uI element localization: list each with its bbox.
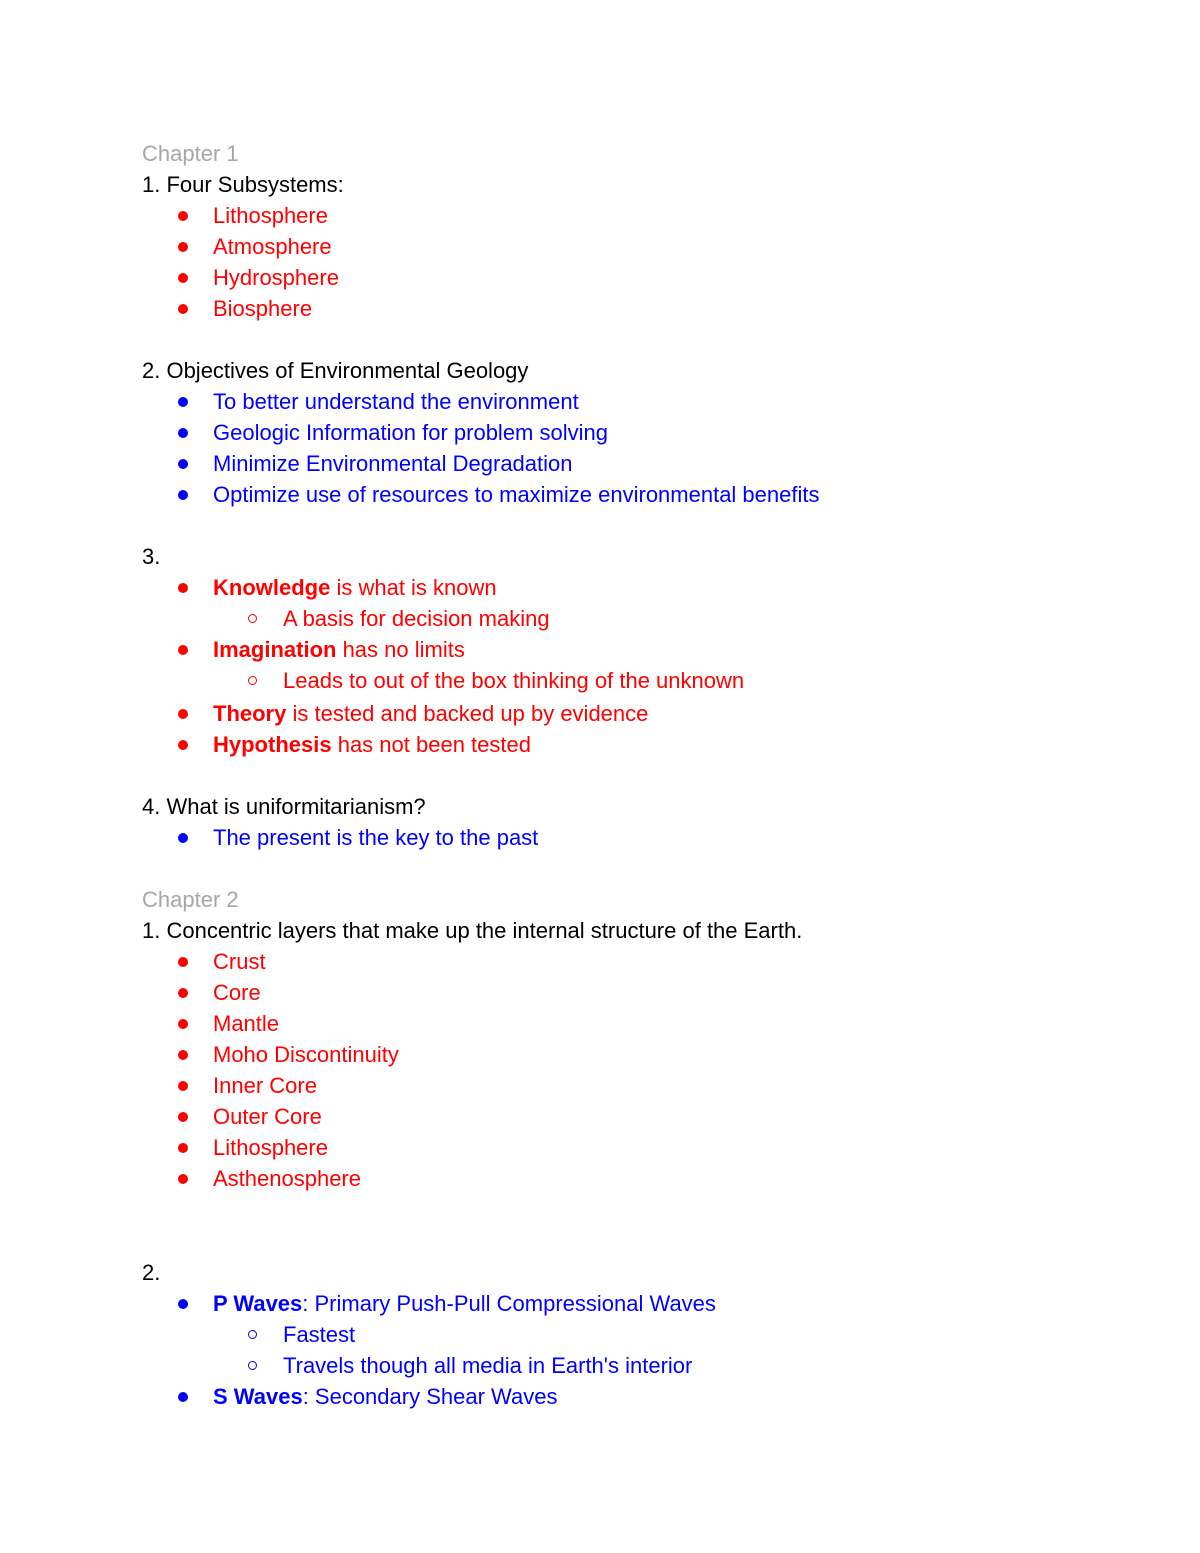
bullet-icon: [178, 304, 188, 314]
ch1-q2-question: 2. Objectives of Environmental Geology: [142, 358, 529, 383]
bullet-icon: [178, 397, 188, 407]
hollow-bullet-icon: [248, 614, 257, 623]
term-definition: has not been tested: [331, 732, 531, 757]
bullet-icon: [178, 957, 188, 967]
list-item-text: Minimize Environmental Degradation: [213, 451, 573, 476]
list-item-text: Fastest: [283, 1322, 356, 1347]
list-item-text: Asthenosphere: [213, 1166, 361, 1191]
chapter-1-heading: Chapter 1: [142, 141, 239, 166]
bullet-icon: [178, 1392, 188, 1402]
list-item-text: [213, 572, 497, 603]
bullet-icon: [178, 1081, 188, 1091]
bullet-icon: [178, 1050, 188, 1060]
bullet-icon: [178, 740, 188, 750]
term-imagination: Imagination: [213, 637, 337, 662]
term-theory: Theory: [213, 701, 287, 726]
hollow-bullet-icon: [248, 676, 257, 685]
ch1-q1-question: 1. Four Subsystems:: [142, 172, 344, 197]
bullet-icon: [178, 583, 188, 593]
term-definition: is tested and backed up by evidence: [286, 701, 649, 726]
term-p-waves: P Waves: [213, 1291, 303, 1316]
term-definition: has no limits: [336, 637, 465, 662]
list-item-text: Crust: [213, 949, 266, 974]
list-item-text: Lithosphere: [213, 203, 328, 228]
bullet-icon: [178, 211, 188, 221]
bullet-icon: [178, 242, 188, 252]
list-item-text: Inner Core: [213, 1073, 317, 1098]
bullet-icon: [178, 1112, 188, 1122]
hollow-bullet-icon: [248, 1330, 257, 1339]
list-item-text: To better understand the environment: [213, 389, 579, 414]
term-definition: is what is known: [330, 575, 497, 600]
bullet-icon: [178, 490, 188, 500]
list-item-text: [213, 634, 465, 665]
ch1-q3-number: 3.: [142, 544, 161, 569]
term-hypothesis: Hypothesis: [213, 732, 332, 757]
list-item-text: A basis for decision making: [283, 606, 550, 631]
bullet-icon: [178, 1019, 188, 1029]
list-item-text: Core: [213, 980, 261, 1005]
term-definition: : Secondary Shear Waves: [302, 1384, 558, 1409]
list-item-text: Hydrosphere: [213, 265, 339, 290]
bullet-icon: [178, 1299, 188, 1309]
bullet-icon: [178, 273, 188, 283]
list-item-text: Geologic Information for problem solving: [213, 420, 608, 445]
list-item-text: [213, 1288, 716, 1319]
bullet-icon: [178, 709, 188, 719]
bullet-icon: [178, 833, 188, 843]
hollow-bullet-icon: [248, 1361, 257, 1370]
ch1-q4-question: 4. What is uniformitarianism?: [142, 794, 426, 819]
bullet-icon: [178, 645, 188, 655]
term-knowledge: Knowledge: [213, 575, 331, 600]
list-item-text: Lithosphere: [213, 1135, 328, 1160]
list-item-text: The present is the key to the past: [213, 825, 539, 850]
list-item-text: Atmosphere: [213, 234, 332, 259]
ch2-q2-number: 2.: [142, 1260, 161, 1285]
bullet-icon: [178, 428, 188, 438]
bullet-icon: [178, 988, 188, 998]
list-item-text: Travels though all media in Earth's interior: [283, 1353, 693, 1378]
term-definition: : Primary Push-Pull Compressional Waves: [302, 1291, 716, 1316]
list-item-text: Outer Core: [213, 1104, 322, 1129]
bullet-icon: [178, 1174, 188, 1184]
bullet-icon: [178, 459, 188, 469]
list-item-text: Leads to out of the box thinking of the unknown: [283, 668, 745, 693]
list-item-text: Optimize use of resources to maximize environmental benefits: [213, 482, 820, 507]
bullet-icon: [178, 1143, 188, 1153]
list-item-text: Mantle: [213, 1011, 280, 1036]
list-item-text: [213, 1381, 557, 1412]
chapter-2-heading: Chapter 2: [142, 887, 239, 912]
term-s-waves: S Waves: [213, 1384, 303, 1409]
list-item-text: [213, 729, 531, 760]
list-item-text: Biosphere: [213, 296, 313, 321]
ch2-q1-question: 1. Concentric layers that make up the internal structure of the Earth.: [142, 918, 803, 943]
list-item-text: [213, 698, 648, 729]
list-item-text: Moho Discontinuity: [213, 1042, 399, 1067]
